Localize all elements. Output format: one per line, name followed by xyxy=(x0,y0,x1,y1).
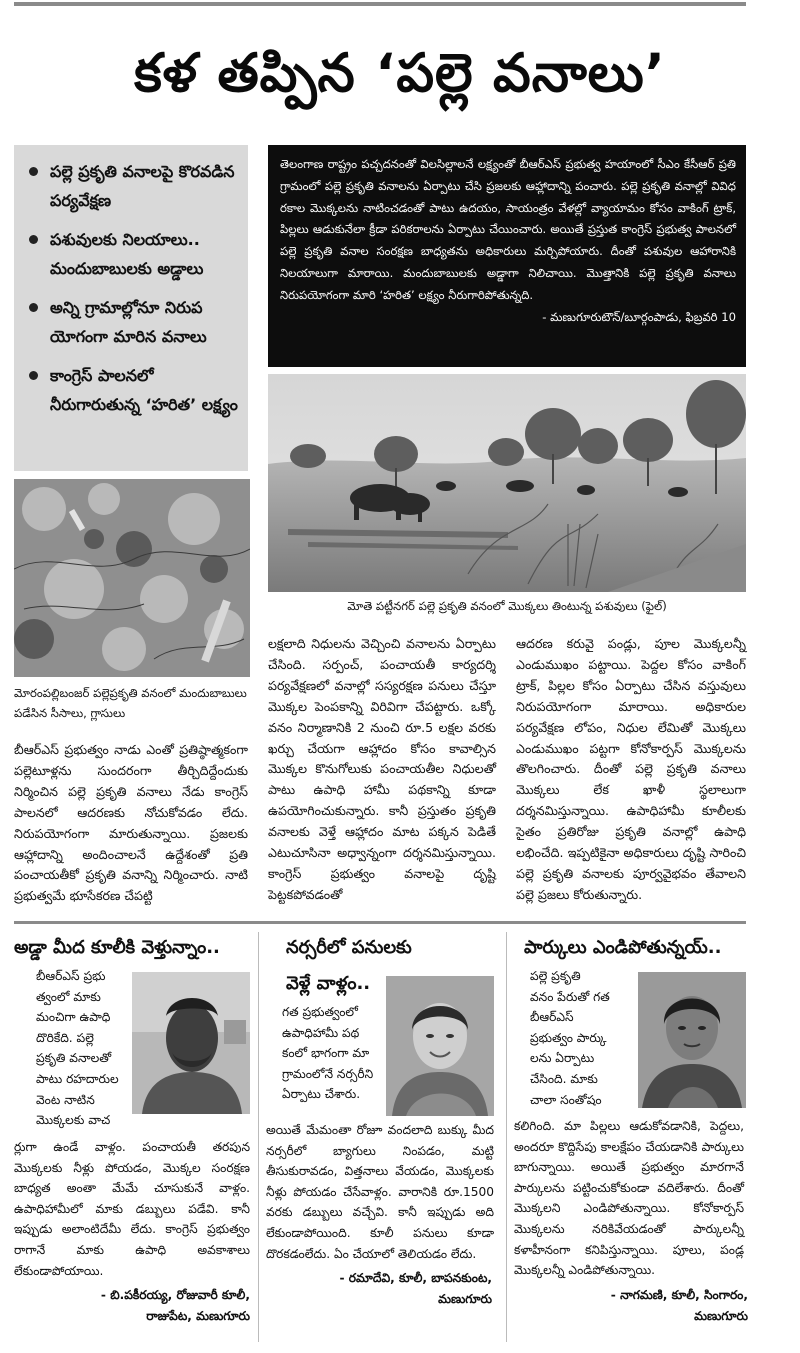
main-photo-caption: మోతె పట్టీనగర్ పల్లె ప్రకృతి వనంలో మొక్కలు తింటున్న పశువులు (ఫైల్) xyxy=(347,599,667,613)
highlight-text: పల్లె ప్రకృతి వనాలపై కొరవడిన పర్యవేక్షణ xyxy=(50,162,235,210)
highlight-item xyxy=(26,225,240,283)
quote-line: బీఆర్ఎస్ ప్రభు xyxy=(36,969,106,983)
quote-attribution-place: మణుగూరు xyxy=(694,1308,748,1323)
woman-portrait-photo xyxy=(386,976,494,1116)
quote-attribution-place: రాజుపేట, మణుగూరు xyxy=(146,1309,250,1324)
top-rule xyxy=(14,2,746,6)
highlights-box xyxy=(14,145,248,471)
quote-line: గ్రామంలోనే నర్సరీని xyxy=(282,1066,374,1081)
left-photo-caption: మోరంపల్లిబంజర్ పల్లెప్రకృతి వనంలో మందుబాబులు పడేసిన సీసాలు, గ్లాసులు xyxy=(14,686,247,720)
quote-line: ఉపాధిహామీ పథ xyxy=(282,1025,360,1040)
quote-line: బీఆర్ఎస్ xyxy=(530,1010,574,1025)
highlight-item xyxy=(26,361,240,419)
quote-line: వనం పేరుతో గత xyxy=(530,989,610,1004)
quote-text-bottom: అయితే మేమంతా రోజూ వందలాది బుక్కు మీద నర్సరీలో బ్యాగులు నింపడం, మట్టి తీసుకురావడం, విత్తనాలు వేయడం, మొక్కలకు నీళ్లు పోయడం చేసేవాళ్లం. వారానికి రూ.1500 వరకు డబ్బులు వచ్చేవి. కానీ ఇప్పుడు అది లేకుండాపోయింది. కూలీ పనులు కూడా దొరకడంలేదు. ఏం చేయాలో తెలియడం లేదు. xyxy=(266,1123,494,1261)
quote-line: మొక్కలకు వాచ xyxy=(36,1113,111,1128)
page-headline: కళ తప్పిన ‘పల్లె వనాలు’ xyxy=(134,43,666,104)
quote-text-bottom: ర్లుగా ఉండే వాళ్లం. పంచాయతీ తరపున మొక్కలకు నీళ్లు పోయడం, మొక్కల సంరక్షణ బాధ్యత అంతా మేమే చూసుకునే వాళ్లం. ఉపాధిహామీలో మాకు డబ్బులు పడేవి. కానీ ఇప్పుడు అలాంటిదేమీ లేదు. కాంగ్రెస్ ప్రభుత్వం రాగానే మాకు ఉపాధి అవకాశాలు లేకుండాపోయాయి. xyxy=(14,1140,250,1278)
highlight-text: పశువులకు నిలయాలు.. మందుబాబులకు అడ్డాలు xyxy=(50,230,204,278)
bullet-icon xyxy=(29,235,38,244)
avatar xyxy=(386,976,494,1116)
left-photo xyxy=(14,479,250,677)
quote-attribution: - బి.పకీరయ్య, రోజువారీ కూలీ, xyxy=(100,1288,250,1303)
intro-box xyxy=(268,145,746,367)
column-divider xyxy=(258,932,259,1342)
quote-line: చేసింది. మాకు xyxy=(530,1071,598,1086)
quote-title: నర్సరీలో పనులకు xyxy=(286,937,412,958)
quote-title: పార్కులు ఎండిపోతున్నయ్.. xyxy=(524,937,722,958)
quote-line: చాలా సంతోషం xyxy=(530,1092,602,1107)
column-divider xyxy=(506,932,507,1342)
quote-attribution: - రమాదేవి, కూలీ, బాపనకుంట, xyxy=(339,1271,492,1286)
quote-block-2 xyxy=(266,930,498,1310)
main-photo xyxy=(268,374,746,592)
quote-line: కంలో భాగంగా మా xyxy=(282,1046,370,1061)
bullet-icon xyxy=(29,371,38,380)
section-rule xyxy=(14,921,746,924)
quote-line: వెంట నాటిన xyxy=(36,1092,95,1107)
highlight-text: అన్ని గ్రామాల్లోనూ నిరుప యోగంగా మారిన వనాలు xyxy=(50,298,207,346)
quote-block-1 xyxy=(14,930,250,1327)
avatar xyxy=(132,972,250,1114)
quote-line: ఏర్పాటు చేశారు. xyxy=(282,1087,361,1102)
quote-text-top xyxy=(530,966,642,1110)
quote-line: త్వంలో మాకు xyxy=(36,989,101,1004)
quote-line: గత ప్రభుత్వంలో xyxy=(282,1005,358,1019)
quote-line: ప్రకృతి వనాలతో xyxy=(36,1051,112,1066)
quote-line: ప్రభుత్వం పార్కు xyxy=(530,1030,607,1045)
quote-text-top xyxy=(282,1002,386,1105)
dateline: - మణుగూరుటౌన్/బూర్గంపాడు, ఫిబ్రవరి 10 xyxy=(542,309,736,324)
highlight-item xyxy=(26,157,240,215)
quote-line: మంచిగా ఉపాధి xyxy=(36,1010,111,1025)
man-portrait-photo xyxy=(132,972,250,1114)
highlight-text: కాంగ్రెస్ పాలనలో నీరుగారుతున్న ‘హరిత’ లక్ష్యం xyxy=(50,366,238,414)
woman-portrait-photo xyxy=(638,972,746,1108)
quote-line: పల్లె ప్రకృతి xyxy=(530,969,581,983)
quote-line: పాటు రహదారుల xyxy=(36,1071,119,1086)
cattle-grazing-photo xyxy=(268,374,746,592)
avatar xyxy=(638,972,746,1108)
body-column-3: ఆదరణ కరువై పండ్లు, పూల మొక్కలన్నీ ఎండుముఖం పట్టాయి. పెద్దల కోసం వాకింగ్ ట్రాక్, పిల్లల కోసం ఏర్పాటు చేసిన వస్తువులు నిరుపయోగంగా మారాయి. అధికారుల పర్యవేక్షణ లోపం, నిధుల లేమితో మొక్కలు ఎండుముఖం పట్టగా కోనోకార్పస్ మొక్కలను తొలగించారు. దీంతో పల్లె ప్రకృతి వనాలు మొక్కలు లేక ఖాళీ స్థలాలుగా దర్శనమిస్తున్నాయి. ఉపాధిహామీ కూలీలకు సైతం ప్రతిరోజు ప్రకృతి వనాల్లో ఉపాధి లభించేది. ఇప్పటికైనా అధికారులు దృష్టి సారించి పల్లె ప్రకృతి వనాలకు పూర్వవైభవం తేవాలని పల్లె ప్రజలు కోరుతున్నారు. xyxy=(516,636,746,902)
quote-text-top xyxy=(36,966,140,1131)
quote-attribution-place: మణుగూరు xyxy=(438,1292,492,1307)
quote-line: దొరికేది. పల్లె xyxy=(36,1030,94,1045)
intro-text: తెలంగాణ రాష్ట్రం పచ్చదనంతో విలసిల్లాలనే లక్ష్యంతో బీఆర్ఎస్ ప్రభుత్వ హయాంలో సీఎం కేసీఆర్ ప్రతి గ్రామంలో పల్లె ప్రకృతి వనాలను ఏర్పాటు చేసి ప్రజలకు ఆహ్లాదాన్ని పంచారు. పల్లె ప్రకృతి వనాల్లో వివిధ రకాల మొక్కలను నాటించడంతో పాటు ఉదయం, సాయంత్రం వేళల్లో వ్యాయామం కోసం వాకింగ్ ట్రాక్, పిల్లలు ఆడుకునేలా క్రీడా పరికరాలను ఏర్పాటు చేయించారు. అయితే ప్రస్తుత కాంగ్రెస్ ప్రభుత్వ పాలనలో పల్లె ప్రకృతి వనాల సంరక్షణ బాధ్యతను అధికారులు మర్చిపోయారు. దీంతో పశువుల ఆహారానికి నిలయాలుగా మారాయి. మందుబాబులకు అడ్డాగా నిలిచాయి. మొత్తానికి పల్లె ప్రకృతి వనాలు నిరుపయోగంగా మారి ‘హరిత’ లక్ష్యం నీరుగారిపోతున్నది. xyxy=(280,157,736,302)
quote-title: అడ్డా మీద కూలీకి వెళ్తున్నాం.. xyxy=(14,937,220,958)
quote-text-bottom: కలిగింది. మా పిల్లలు ఆడుకోవడానికి, పెద్దలు, అందరూ కొద్దిసేపు కాలక్షేపం చేయడానికి పార్కులు బాగున్నాయి. అయితే ప్రభుత్వం మారగానే పార్కులను పట్టించుకోకుండా వదిలేశారు. దీంతో మొక్కలని ఎండిపోతున్నాయి. కోనోకార్పస్ మొక్కలను నరికివేయడంతో పార్కులన్నీ కళాహీనంగా కనిపిస్తున్నాయి. పూలు, పండ్ల మొక్కలన్నీ ఎండిపోతున్నాయి. xyxy=(514,1119,744,1278)
quote-title-line-2: వెళ్లే వాళ్లం.. xyxy=(286,973,371,994)
body-column-1: బీఆర్ఎస్ ప్రభుత్వం నాడు ఎంతో ప్రతిష్ఠాత్మకంగా పల్లెటూళ్లను సుందరంగా తీర్చిదిద్దేందుకు నిర్మించిన పల్లె ప్రకృతి వనాలు నేడు కాంగ్రెస్ పాలనలో ఆదరణకు నోచుకోవడం లేదు. నిరుపయోగంగా మారుతున్నాయి. ప్రజలకు ఆహ్లాదాన్ని అందించాలనే ఉద్దేశంతో ప్రతి పంచాయతీకో ప్రకృతి వనాన్ని నిర్మించారు. నాటి ప్రభుత్వమే భూసేకరణ చేపట్టి xyxy=(14,742,248,904)
body-column-2: లక్షలాది నిధులను వెచ్చించి వనాలను ఏర్పాటు చేసింది. సర్పంచ్, పంచాయతీ కార్యదర్శి పర్యవేక్షణలో వనాల్లో సస్యరక్షణ పనులు చేస్తూ మొక్కల పెంపకాన్ని విరివిగా చేపట్టారు. ఒక్కో వనం నిర్మాణానికి 2 నుంచి రూ.5 లక్షల వరకు ఖర్చు చేయగా ఆహ్లాదం కోసం కావాల్సిన మొక్కల కొనుగోలుకు పంచాయతీల నిధులతో పాటు ఉపాధి హామీ పథకాన్ని కూడా ఉపయోగించుకున్నారు. కానీ ప్రస్తుతం ప్రకృతి వనాలకు వెళ్తే ఆహ్లాదం మాట పక్కన పెడితే ఎటుచూసినా అధ్వాన్నంగా దర్శనమిస్తున్నాయి. కాంగ్రెస్ ప్రభుత్వం వనాలపై దృష్టి పెట్టకపోవడంతో xyxy=(268,636,496,902)
bullet-icon xyxy=(29,303,38,312)
highlight-item xyxy=(26,293,240,351)
quote-block-3 xyxy=(514,930,748,1327)
discarded-bottles-photo xyxy=(14,479,250,677)
bullet-icon xyxy=(29,167,38,176)
quote-line: లను ఏర్పాటు xyxy=(530,1051,595,1066)
quote-attribution: - నాగమణి, కూలీ, సింగారం, xyxy=(610,1287,748,1302)
